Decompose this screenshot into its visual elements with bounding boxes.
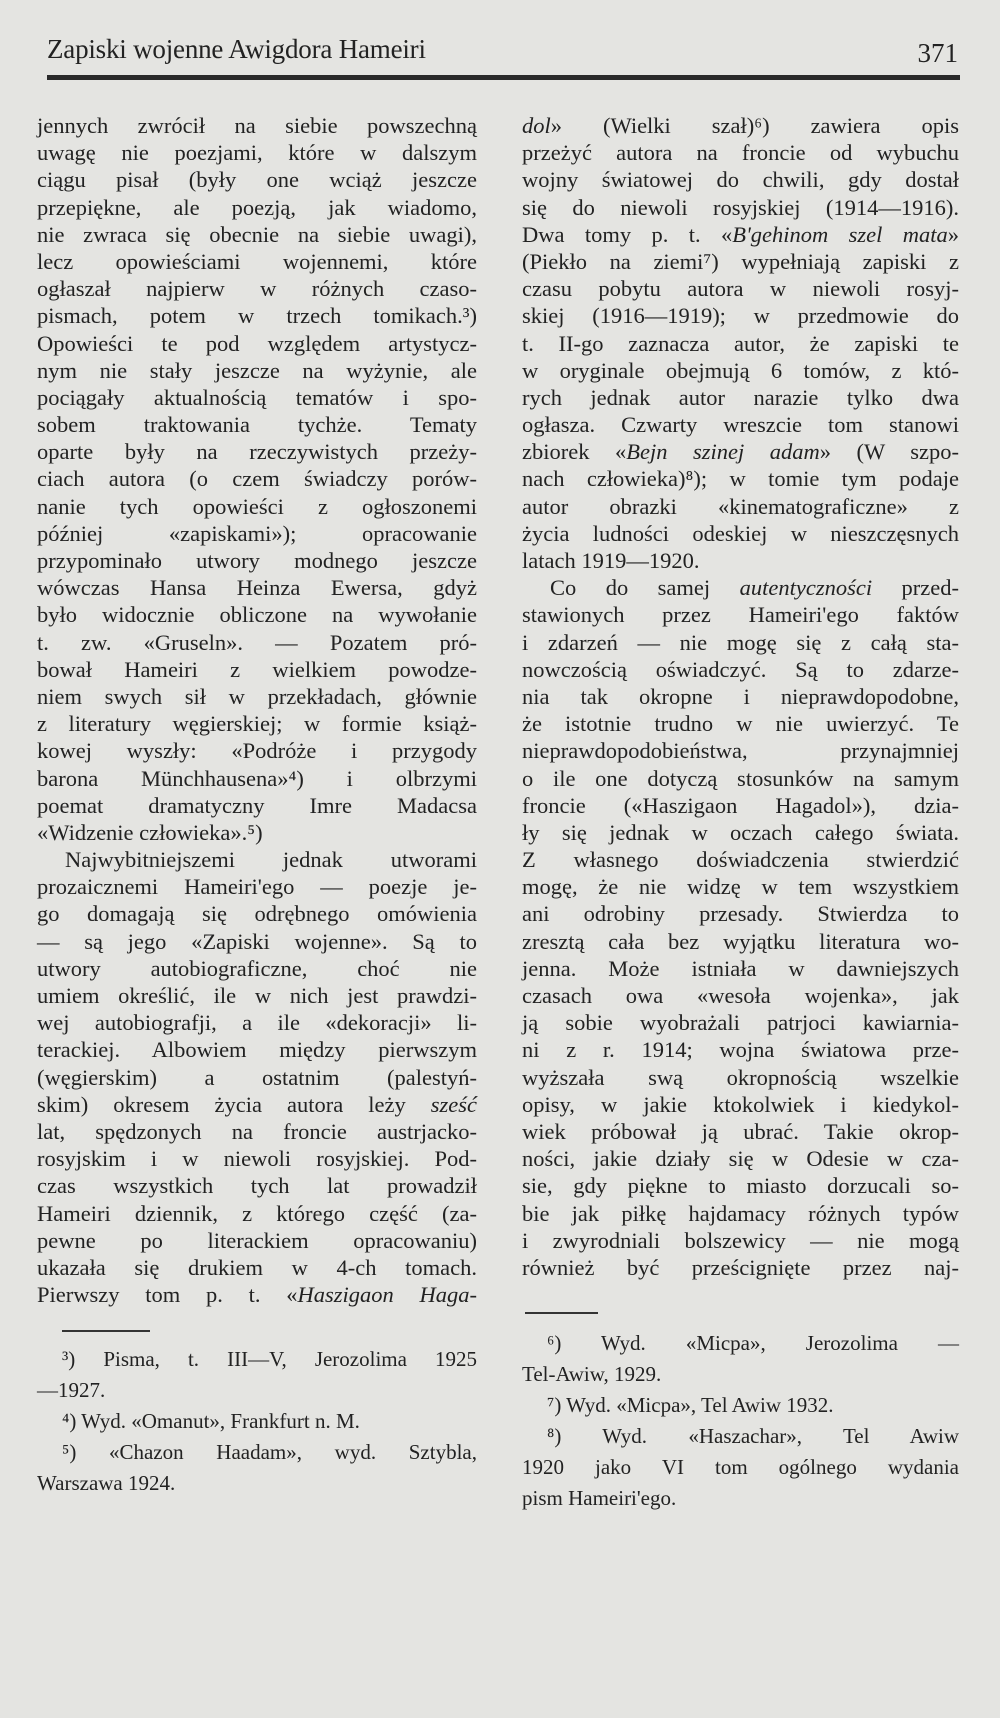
- text-segment: nieprawdopodobieństwa, przynajmniej: [522, 738, 959, 764]
- text-segment: pociągały aktualnością tematów i spo-: [37, 384, 477, 410]
- text-line: [37, 765, 477, 792]
- text-segment: z literatury węgierskiej; w formie książ-: [37, 711, 477, 737]
- text-segment: ukazała się drukiem w 4-ch tomach.: [37, 1254, 477, 1280]
- text-segment: ogłasza. Czwarty wreszcie tom stanowi: [522, 412, 959, 438]
- text-segment: nach człowieka)⁸); w tomie tym podaje: [522, 466, 959, 492]
- footnote-line: [522, 1328, 959, 1359]
- text-segment: 1920 jako VI tom ogólnego wydania: [522, 1455, 959, 1479]
- text-line: [37, 166, 477, 193]
- text-segment: ni z r. 1914; wojna światowa prze-: [522, 1037, 959, 1063]
- text-line: [37, 357, 477, 384]
- text-line: [37, 139, 477, 166]
- text-line: [522, 384, 959, 411]
- text-line: [522, 411, 959, 438]
- text-segment: t. II-go zaznacza autor, że zapiski te: [522, 330, 959, 356]
- text-segment: zresztą cała bez wyjątku literatura wo-: [522, 928, 959, 954]
- text-segment: Pierwszy tom p. t. «: [37, 1282, 298, 1308]
- text-segment: bował Hameiri z wielkiem powodze-: [37, 656, 477, 682]
- text-segment: przypominało utwory modnego jeszcze: [37, 548, 477, 573]
- text-line: [37, 846, 477, 873]
- italic-title: B'gehinom szel mata: [732, 221, 948, 247]
- text-segment: ciach autora (o czem świadczy porów-: [37, 466, 477, 492]
- text-line: [37, 955, 477, 982]
- text-line: [522, 221, 959, 248]
- text-segment: ⁶) Wyd. «Micpa», Jerozolima —: [547, 1331, 959, 1355]
- text-segment: ⁸) Wyd. «Haszachar», Tel Awiw: [547, 1424, 959, 1448]
- text-segment: lecz opowieściami wojennemi, które: [37, 248, 477, 274]
- text-line: [37, 683, 477, 710]
- text-segment: i zdarzeń — nie mogę się z całą sta-: [522, 629, 959, 655]
- footnote-line: [522, 1483, 959, 1514]
- text-line: [37, 737, 477, 764]
- text-line: [522, 547, 959, 574]
- page-number: 371: [917, 38, 958, 68]
- italic-title: autentyczności: [739, 575, 873, 601]
- italic-title: sześć: [430, 1091, 477, 1117]
- text-segment: ani odrobiny przesady. Stwierdza to: [522, 901, 959, 927]
- text-line: [522, 1145, 959, 1172]
- text-segment: poemat dramatyczny Imre Madacsa: [37, 792, 477, 818]
- text-segment: pism Hameiri'ego.: [522, 1486, 677, 1510]
- text-line: [37, 1281, 477, 1308]
- text-line: [522, 357, 959, 384]
- text-segment: ciągu pisał (były one wciąż jeszcze: [37, 167, 477, 193]
- text-segment: ⁷) Wyd. «Micpa», Tel Awiw 1932.: [547, 1393, 834, 1417]
- text-line: [522, 166, 959, 193]
- text-line: [522, 1036, 959, 1063]
- text-line: [522, 765, 959, 792]
- text-line: [522, 1118, 959, 1145]
- text-line: [37, 493, 477, 520]
- text-segment: » (W szpo-: [819, 439, 960, 465]
- text-segment: również być prześcignięte przez naj-: [522, 1254, 959, 1280]
- text-line: [37, 384, 477, 411]
- text-segment: ³) Pisma, t. III—V, Jerozolima 1925: [62, 1347, 477, 1371]
- text-line: [37, 1009, 477, 1036]
- text-line: [37, 330, 477, 357]
- footnote-line: [37, 1437, 477, 1468]
- text-line: [522, 873, 959, 900]
- text-line: [522, 710, 959, 737]
- footnote-rule-right: [525, 1312, 598, 1314]
- text-segment: ły się jednak w oczach całego świata.: [522, 819, 959, 845]
- italic-title: Haszigaon Haga-: [297, 1282, 477, 1308]
- text-segment: nanie tych opowieści z ogłoszonemi: [37, 493, 477, 519]
- text-segment: Dwa tomy p. t. «: [522, 221, 733, 247]
- footnotes-right: [522, 1328, 959, 1514]
- text-segment: » (Wielki szał)⁶) zawiera opis: [550, 113, 959, 138]
- text-segment: ją sobie wyobrażali patrjoci kawiarnia-: [522, 1010, 959, 1036]
- text-segment: autor obrazki «kinematograficzne» z: [522, 493, 959, 519]
- text-segment: oparte były na rzeczywistych przeży-: [37, 439, 477, 465]
- text-line: [37, 194, 477, 221]
- text-segment: niem swych sił w przekładach, głównie: [37, 683, 477, 709]
- text-line: [37, 248, 477, 275]
- text-segment: barona Münchhausena»⁴) i olbrzymi: [37, 765, 477, 791]
- text-segment: później «zapiskami»); opracowanie: [37, 520, 477, 546]
- text-segment: przeżyć autora na froncie od wybuchu: [522, 140, 959, 166]
- text-line: [522, 737, 959, 764]
- text-segment: terackiej. Albowiem między pierwszym: [37, 1037, 477, 1063]
- text-line: [37, 438, 477, 465]
- text-line: [522, 792, 959, 819]
- text-line: [522, 574, 959, 601]
- text-line: [522, 248, 959, 275]
- text-segment: umiem określić, ile w nich jest prawdzi-: [37, 983, 477, 1008]
- text-line: [37, 1254, 477, 1281]
- text-segment: Hameiri dziennik, z którego część (za-: [37, 1200, 477, 1226]
- text-line: [522, 139, 959, 166]
- text-segment: Najwybitniejszemi jednak utworami: [65, 847, 477, 873]
- text-line: [522, 656, 959, 683]
- text-segment: rosyjskim i w niewoli rosyjskiej. Pod-: [37, 1146, 477, 1172]
- text-segment: pewne po literackiem opracowaniu): [37, 1227, 477, 1253]
- text-segment: latach 1919—1920.: [522, 548, 700, 573]
- text-line: [522, 1064, 959, 1091]
- text-segment: uwagę nie poezjami, które w dalszym: [37, 140, 477, 166]
- text-segment: go domagają się odrębnego omówienia: [37, 901, 477, 927]
- text-line: [522, 629, 959, 656]
- text-line: [37, 1091, 477, 1118]
- text-line: [522, 330, 959, 357]
- text-segment: Z własnego doświadczenia stwierdzić: [522, 847, 959, 873]
- italic-title: Bejn szinej adam: [626, 439, 820, 465]
- text-segment: że istotnie trudno w nie uwierzyć. Te: [522, 711, 959, 737]
- text-segment: lat, spędzonych na froncie austrjacko-: [37, 1118, 477, 1144]
- footnote-line: [522, 1452, 959, 1483]
- text-segment: nia tak okropne i nieprawdopodobne,: [522, 683, 959, 709]
- text-segment: pismach, potem w trzech tomikach.³): [37, 303, 477, 329]
- text-segment: —1927.: [37, 1378, 106, 1402]
- text-line: [522, 1254, 959, 1281]
- text-line: [37, 873, 477, 900]
- text-segment: utwory autobiograficzne, choć nie: [37, 955, 477, 981]
- text-segment: (Piekło na ziemi⁷) wypełniają zapiski z: [522, 248, 959, 274]
- footnote-line: [37, 1468, 477, 1499]
- text-segment: Warszawa 1924.: [37, 1471, 176, 1495]
- text-segment: nym nie stały jeszcze na wyżynie, ale: [37, 357, 477, 383]
- text-segment: skiej (1916—1919); w przedmowie do: [522, 303, 959, 329]
- text-line: [37, 1227, 477, 1254]
- text-line: [37, 819, 477, 846]
- text-segment: czas wszystkich tych lat prowadził: [37, 1173, 477, 1199]
- text-line: [522, 1009, 959, 1036]
- text-line: [37, 574, 477, 601]
- footnote-line: [522, 1390, 959, 1421]
- text-segment: było widocznie obliczone na wywołanie: [37, 602, 477, 628]
- text-segment: froncie («Haszigaon Hagadol»), dzia-: [522, 792, 959, 818]
- text-line: [37, 302, 477, 329]
- text-line: [37, 1118, 477, 1145]
- left-column: [37, 112, 477, 1308]
- text-segment: ogłaszał najpierw w różnych czaso-: [37, 276, 477, 302]
- footnote-line: [37, 1344, 477, 1375]
- footnote-line: [522, 1359, 959, 1390]
- text-line: [37, 601, 477, 628]
- text-line: [522, 194, 959, 221]
- text-line: [37, 411, 477, 438]
- text-line: [522, 1227, 959, 1254]
- text-line: [37, 928, 477, 955]
- italic-title: dol: [522, 113, 551, 138]
- text-segment: jenna. Może istniała w dawniejszych: [522, 955, 959, 981]
- text-segment: (węgierskim) a ostatnim (palestyń-: [37, 1064, 477, 1090]
- footnote-rule-left: [62, 1330, 150, 1332]
- text-line: [522, 493, 959, 520]
- text-segment: czasu pobytu autora w niewoli rosyj-: [522, 276, 959, 302]
- text-segment: się do niewoli rosyjskiej (1914—1916).: [522, 194, 959, 220]
- text-line: [37, 112, 477, 139]
- text-segment: jennych zwrócił na siebie powszechną: [37, 113, 477, 138]
- text-line: [37, 221, 477, 248]
- footnote-line: [522, 1421, 959, 1452]
- text-segment: sobem traktowania tychże. Tematy: [37, 412, 477, 438]
- text-line: [37, 1145, 477, 1172]
- text-segment: stawionych przez Hameiri'ego faktów: [522, 602, 959, 628]
- text-line: [522, 1200, 959, 1227]
- text-segment: »: [947, 221, 959, 247]
- text-segment: wówczas Hansa Heinza Ewersa, gdyż: [37, 575, 477, 601]
- running-header-title: Zapiski wojenne Awigdora Hameiri: [47, 34, 426, 64]
- text-line: [522, 900, 959, 927]
- footnote-line: [37, 1375, 477, 1406]
- text-segment: przepiękne, ale poezją, jak wiadomo,: [37, 194, 477, 220]
- text-segment: życia ludności odeskiej w nieszczęsnych: [522, 520, 959, 546]
- text-segment: wyższała swą okropnością wszelkie: [522, 1064, 959, 1090]
- text-segment: ⁴) Wyd. «Omanut», Frankfurt n. M.: [62, 1409, 360, 1433]
- text-line: [37, 1200, 477, 1227]
- text-segment: opisy, w jakie ktokolwiek i kiedykol-: [522, 1091, 959, 1117]
- text-line: [522, 438, 959, 465]
- text-segment: prozaicznemi Hameiri'ego — poezje je-: [37, 874, 477, 900]
- text-segment: bie jak piłkę hajdamacy różnych typów: [522, 1200, 959, 1226]
- text-segment: — są jego «Zapiski wojenne». Są to: [37, 928, 477, 954]
- text-line: [522, 982, 959, 1009]
- text-segment: «Widzenie człowieka».⁵): [37, 819, 263, 845]
- text-line: [37, 629, 477, 656]
- text-line: [522, 520, 959, 547]
- text-line: [37, 900, 477, 927]
- text-segment: o ile one dotyczą stosunków na samym: [522, 765, 959, 791]
- text-line: [37, 1172, 477, 1199]
- text-segment: ⁵) «Chazon Haadam», wyd. Sztybla,: [62, 1440, 477, 1464]
- text-line: [522, 955, 959, 982]
- text-line: [522, 112, 959, 139]
- text-line: [522, 302, 959, 329]
- text-line: [522, 601, 959, 628]
- text-segment: nowczością oświadczyć. Są to zdarze-: [522, 656, 959, 682]
- text-line: [37, 465, 477, 492]
- text-line: [37, 656, 477, 683]
- text-segment: ności, jakie działy się w Odesie w cza-: [522, 1146, 959, 1172]
- text-segment: nie zwraca się obecnie na siebie uwagi),: [37, 221, 477, 247]
- text-line: [522, 1091, 959, 1118]
- text-line: [37, 982, 477, 1009]
- text-segment: Tel-Awiw, 1929.: [522, 1362, 662, 1386]
- text-segment: t. zw. «Gruseln». — Pozatem pró-: [37, 629, 477, 655]
- footnote-line: [37, 1406, 477, 1437]
- text-line: [37, 547, 477, 574]
- text-segment: Opowieści te pod względem artystycz-: [37, 330, 477, 356]
- text-segment: wiek próbował ją ubrać. Takie okrop-: [522, 1118, 959, 1144]
- text-segment: i zwyrodniali bolszewicy — nie mogą: [522, 1227, 959, 1253]
- text-segment: wojny światowej do chwili, gdy dostał: [522, 167, 959, 193]
- text-segment: w oryginale obejmują 6 tomów, z któ-: [522, 357, 959, 383]
- text-line: [522, 465, 959, 492]
- header-rule: [47, 75, 960, 80]
- text-line: [37, 710, 477, 737]
- text-line: [37, 1064, 477, 1091]
- text-segment: sie, gdy piękne to miasto dorzucali so-: [522, 1173, 959, 1199]
- text-line: [37, 520, 477, 547]
- footnotes-left: [37, 1344, 477, 1499]
- text-line: [522, 683, 959, 710]
- text-segment: skim) okresem życia autora leży: [37, 1091, 431, 1117]
- text-segment: Co do samej: [550, 575, 740, 601]
- text-segment: kowej wyszły: «Podróże i przygody: [37, 738, 477, 764]
- text-line: [37, 1036, 477, 1063]
- text-line: [522, 819, 959, 846]
- text-line: [37, 275, 477, 302]
- text-segment: mogę, że nie widzę w tem wszystkiem: [522, 874, 959, 900]
- right-column: [522, 112, 959, 1281]
- text-segment: zbiorek «: [522, 439, 627, 465]
- text-segment: rych jednak autor narazie tylko dwa: [522, 384, 959, 410]
- text-segment: wej autobiografji, a ile «dekoracji» li-: [37, 1010, 477, 1036]
- text-line: [522, 928, 959, 955]
- text-line: [37, 792, 477, 819]
- text-segment: przed-: [872, 575, 959, 601]
- text-line: [522, 846, 959, 873]
- text-line: [522, 1172, 959, 1199]
- text-segment: czasach owa «wesoła wojenka», jak: [522, 983, 959, 1008]
- text-line: [522, 275, 959, 302]
